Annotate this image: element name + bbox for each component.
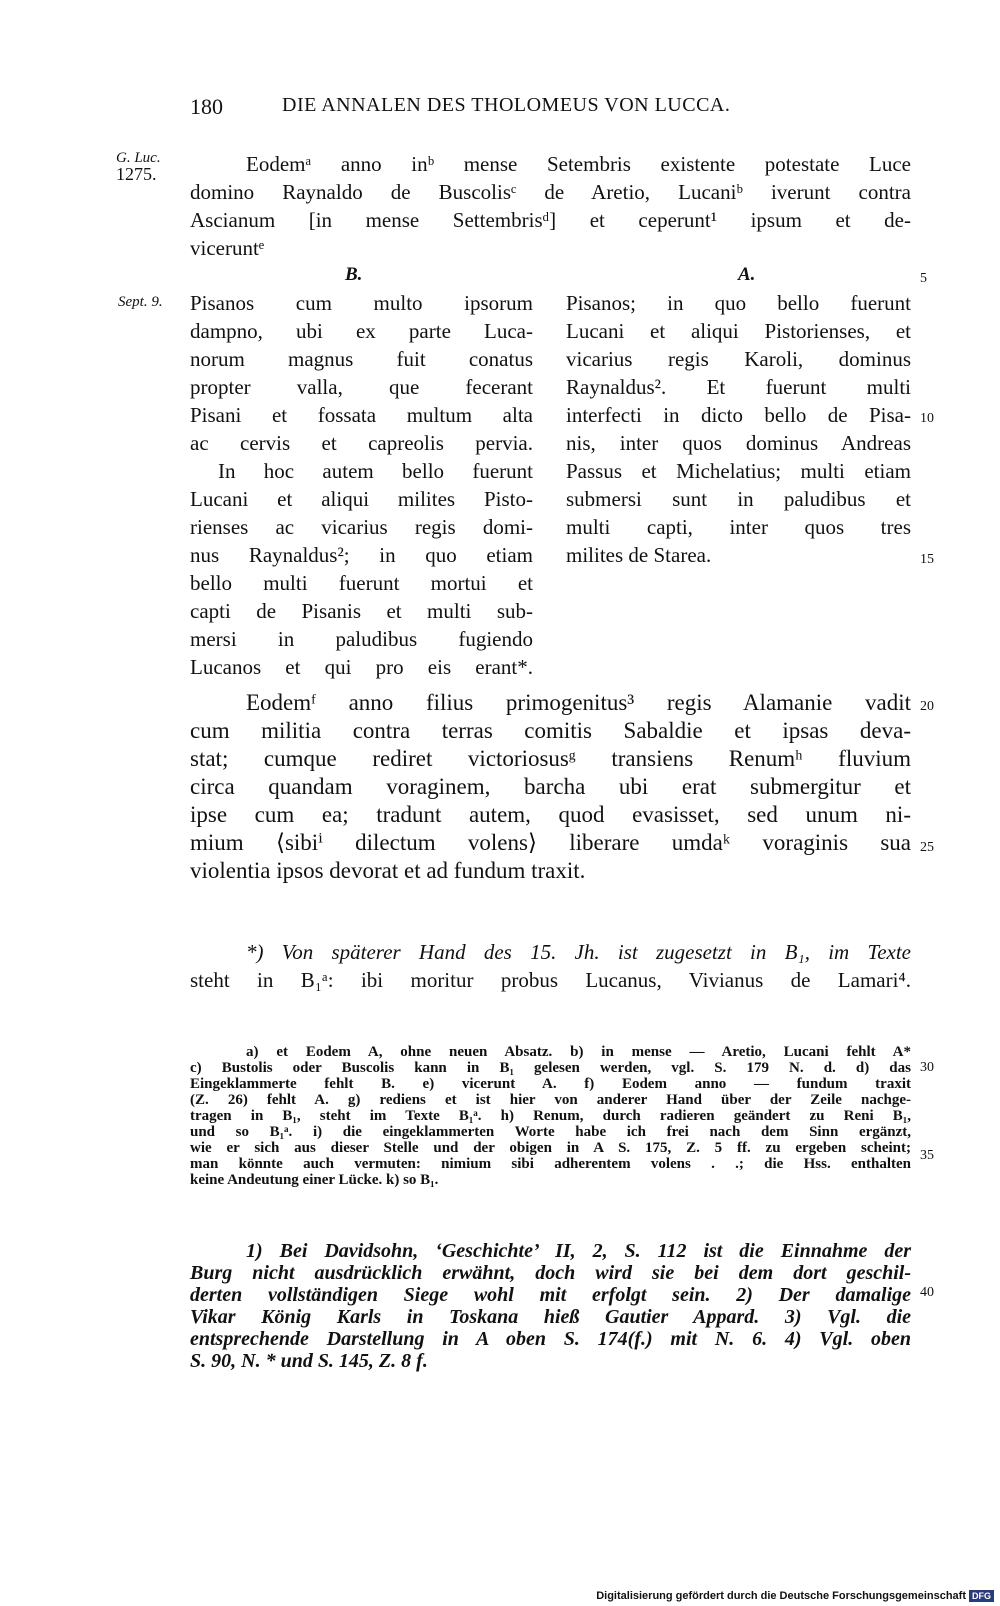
page-number: 180 xyxy=(190,94,223,119)
intro-line: Eodemᵃ anno inᵇ mense Setembris existente potestate Luce xyxy=(246,152,911,176)
line-number: 5 xyxy=(920,271,927,286)
column-b-line: bello multi fuerunt mortui et xyxy=(190,571,533,595)
paragraph-line: mium ⟨sibiⁱ dilectum volens⟩ liberare umdaᵏ voraginis sua xyxy=(190,830,911,855)
column-b-line: mersi in paludibus fugiendo xyxy=(190,627,533,651)
running-title: DIE ANNALEN DES THOLOMEUS VON LUCCA. xyxy=(282,94,731,116)
paragraph-line: cum militia contra terras comitis Sabaldie et ipsas deva- xyxy=(190,718,911,743)
column-b-line: propter valla, que fecerant xyxy=(190,375,533,399)
column-b-line: capti de Pisanis et multi sub- xyxy=(190,599,533,623)
column-a-line: Pisanos; in quo bello fuerunt xyxy=(566,291,911,315)
column-a-line: multi capti, inter quos tres xyxy=(566,515,911,539)
star-note-line: steht in B₁ᵃ: ibi moritur probus Lucanus, Vivianus de Lamari⁴. xyxy=(190,968,911,992)
variant-line: c) Bustolis oder Buscolis kann in B₁ gelesen werden, vgl. S. 179 N. d. d) das xyxy=(190,1060,911,1076)
digitization-credit xyxy=(596,1590,994,1602)
line-number: 10 xyxy=(920,411,934,426)
column-a-line: milites de Starea. xyxy=(566,543,712,567)
column-a-line: Raynaldus². Et fuerunt multi xyxy=(566,375,911,399)
paragraph-line: stat; cumque rediret victoriosusᵍ transiens Renumʰ fluvium xyxy=(190,746,911,771)
paragraph-line: ipse cum ea; tradunt autem, quod evasisset, sed unum ni- xyxy=(190,802,911,827)
variant-line: wie er sich aus dieser Stelle und der obigen in A S. 175, Z. 5 ff. zu ergeben scheint; xyxy=(190,1140,911,1156)
column-b-line: ac cervis et capreolis pervia. xyxy=(190,431,533,455)
column-a-line: Passus et Michelatius; multi etiam xyxy=(566,459,911,483)
column-b-line: Lucani et aliqui milites Pisto- xyxy=(190,487,533,511)
paragraph-line: Eodemᶠ anno filius primogenitus³ regis Alamanie vadit xyxy=(246,690,911,715)
line-number: 20 xyxy=(920,699,934,714)
variant-line: a) et Eodem A, ohne neuen Absatz. b) in mense — Aretio, Lucani fehlt A* xyxy=(246,1044,911,1060)
margin-year: 1275. xyxy=(116,164,157,184)
note-line: Vikar König Karls in Toskana hieß Gautier Appard. 3) Vgl. die xyxy=(190,1306,911,1328)
note-line: Burg nicht ausdrücklich erwähnt, doch wird sie bei dem dort geschil- xyxy=(190,1262,911,1284)
column-a-line: Lucani et aliqui Pistorienses, et xyxy=(566,319,911,343)
column-b-line: Lucanos et qui pro eis erant*. xyxy=(190,655,533,679)
line-number: 35 xyxy=(920,1148,934,1163)
note-line: S. 90, N. * und S. 145, Z. 8 f. xyxy=(190,1350,428,1372)
variant-line: keine Andeutung einer Lücke. k) so B₁. xyxy=(190,1172,439,1188)
column-a-line: vicarius regis Karoli, dominus xyxy=(566,347,911,371)
column-b-label: B. xyxy=(345,264,363,285)
paragraph-line: circa quandam voraginem, barcha ubi erat submergitur et xyxy=(190,774,911,799)
column-b-line: rienses ac vicarius regis domi- xyxy=(190,515,533,539)
column-b-line: Pisani et fossata multum alta xyxy=(190,403,533,427)
variant-line: und so B₁ᵃ. i) die eingeklammerten Worte habe ich frei nach dem Sinn ergänzt, xyxy=(190,1124,911,1140)
variant-line: tragen in B₁, steht im Texte B₁ᵃ. h) Renum, durch radieren geändert zu Reni B₁, xyxy=(190,1108,911,1124)
credit-text: Digitalisierung gefördert durch die Deutsche Forschungsgemeinschaft xyxy=(596,1590,966,1602)
variant-line: Eingeklammerte fehlt B. e) vicerunt A. f) Eodem anno — fundum traxit xyxy=(190,1076,911,1092)
line-number: 40 xyxy=(920,1285,934,1300)
note-line: derten vollständigen Siege wohl mit erfolgt sein. 2) Der damalige xyxy=(190,1284,911,1306)
intro-line: Ascianum [in mense Settembrisᵈ] et ceperunt¹ ipsum et de- xyxy=(190,208,911,232)
note-line: 1) Bei Davidsohn, ‘Geschichte’ II, 2, S. 112 ist die Einnahme der xyxy=(246,1240,911,1262)
dfg-logo: DFG xyxy=(969,1590,994,1602)
margin-date: Sept. 9. xyxy=(118,294,163,310)
column-b-line: In hoc autem bello fuerunt xyxy=(218,459,533,483)
variant-line: man könnte auch vermuten: nimium sibi adherentem volens . .; die Hss. enthalten xyxy=(190,1156,911,1172)
intro-line: viceruntᵉ xyxy=(190,236,265,260)
column-b-line: nus Raynaldus²; in quo etiam xyxy=(190,543,533,567)
column-a-line: submersi sunt in paludibus et xyxy=(566,487,911,511)
column-b-line: norum magnus fuit conatus xyxy=(190,347,533,371)
note-line: entsprechende Darstellung in A oben S. 174(f.) mit N. 6. 4) Vgl. oben xyxy=(190,1328,911,1350)
line-number: 30 xyxy=(920,1060,934,1075)
margin-source: G. Luc. xyxy=(116,150,161,166)
column-b-line: Pisanos cum multo ipsorum xyxy=(190,291,533,315)
intro-line: domino Raynaldo de Buscolisᶜ de Aretio, Lucaniᵇ iverunt contra xyxy=(190,180,911,204)
line-number: 25 xyxy=(920,840,934,855)
column-a-line: interfecti in dicto bello de Pisa- xyxy=(566,403,911,427)
variant-line: (Z. 26) fehlt A. g) rediens et ist hier von anderer Hand über der Zeile nachge- xyxy=(190,1092,911,1108)
column-a-label: A. xyxy=(738,264,756,285)
star-note-line: *) Von späterer Hand des 15. Jh. ist zugesetzt in B₁, im Texte xyxy=(246,940,911,964)
column-a-line: nis, inter quos dominus Andreas xyxy=(566,431,911,455)
line-number: 15 xyxy=(920,552,934,567)
column-b-line: dampno, ubi ex parte Luca- xyxy=(190,319,533,343)
paragraph-line: violentia ipsos devorat et ad fundum traxit. xyxy=(190,858,586,883)
